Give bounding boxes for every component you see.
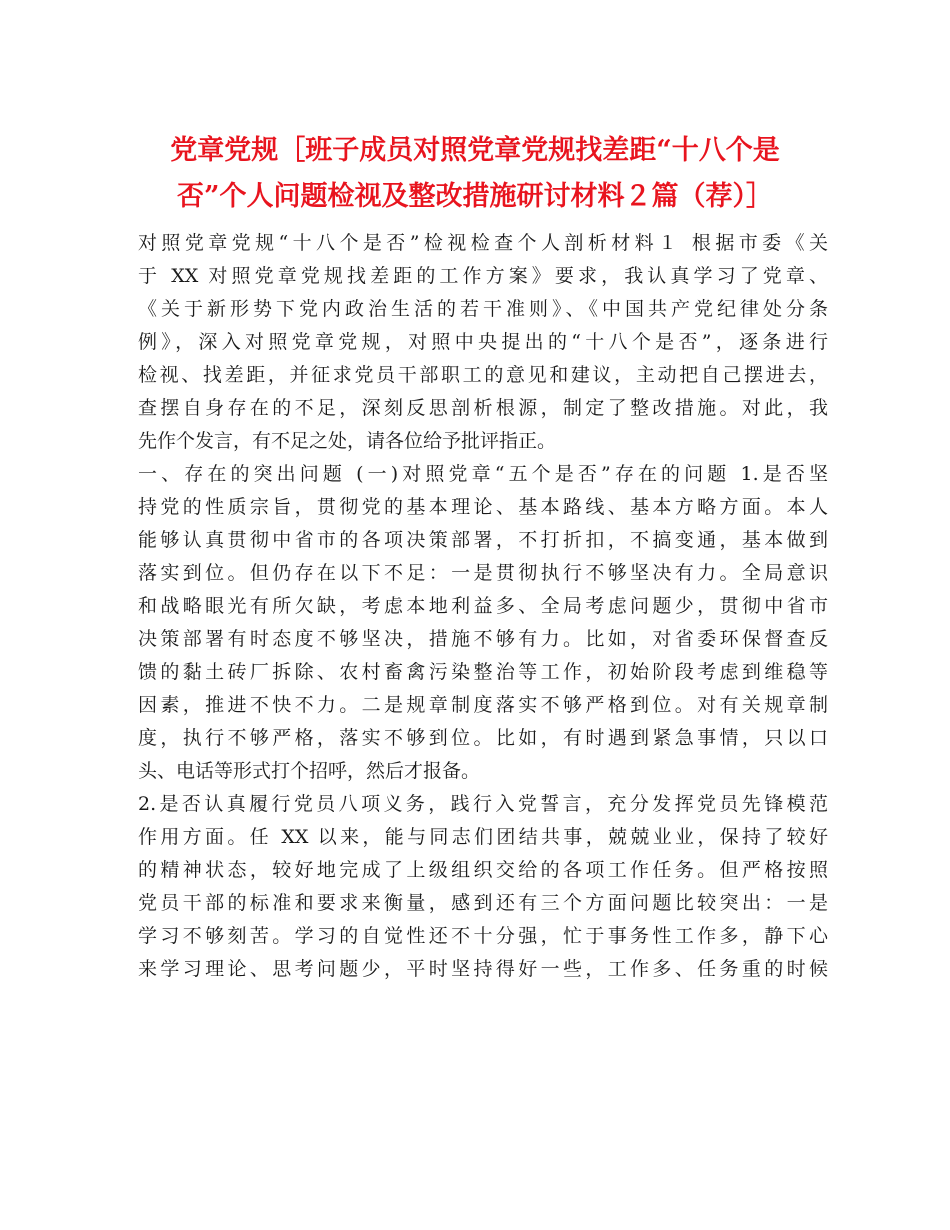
- body-line: 对照党章党规“十八个是否”检视检查个人剖析材料１ 根据市委《关: [138, 232, 828, 254]
- body-line: 和战略眼光有所欠缺，考虑本地利益多、全局考虑问题少，贯彻中省市: [138, 595, 828, 617]
- body-line: 能够认真贯彻中省市的各项决策部署，不打折扣，不搞变通，基本做到: [138, 529, 828, 551]
- body-line: 作用方面。任 XX 以来，能与同志们团结共事，兢兢业业，保持了较好: [138, 826, 828, 848]
- body-line: 学习不够刻苦。学习的自觉性还不十分强，忙于事务性工作多，静下心: [138, 925, 828, 947]
- body-line: 党员干部的标准和要求来衡量，感到还有三个方面问题比较突出：一是: [138, 892, 828, 914]
- body-line: 检视、找差距，并征求党员干部职工的意见和建议，主动把自己摆进去，: [138, 364, 828, 386]
- document-title: [100, 128, 850, 220]
- body-line: 落实到位。但仍存在以下不足：一是贯彻执行不够坚决有力。全局意识: [138, 562, 828, 584]
- body-line: 度，执行不够严格，落实不够到位。比如，有时遇到紧急事情，只以口: [138, 727, 828, 749]
- body-line: 的精神状态，较好地完成了上级组织交给的各项工作任务。但严格按照: [138, 859, 828, 881]
- body-line: 一、存在的突出问题 (一)对照党章“五个是否”存在的问题 1.是否坚: [138, 463, 828, 485]
- body-line: 先作个发言，有不足之处，请各位给予批评指正。: [138, 430, 557, 452]
- document-body: [138, 227, 828, 986]
- body-line: 持党的性质宗旨，贯彻党的基本理论、基本路线、基本方略方面。本人: [138, 496, 828, 518]
- body-line: 例》，深入对照党章党规，对照中央提出的“十八个是否”，逐条进行: [138, 331, 828, 353]
- body-line: 2.是否认真履行党员八项义务，践行入党誓言，充分发挥党员先锋模范: [138, 793, 828, 815]
- body-line: 查摆自身存在的不足，深刻反思剖析根源，制定了整改措施。对此，我: [138, 397, 828, 419]
- body-line: 来学习理论、思考问题少，平时坚持得好一些，工作多、任务重的时候: [138, 958, 828, 980]
- body-line: 馈的黏土砖厂拆除、农村畜禽污染整治等工作，初始阶段考虑到维稳等: [138, 661, 828, 683]
- body-line: 决策部署有时态度不够坚决，措施不够有力。比如，对省委环保督查反: [138, 628, 828, 650]
- body-line: 《关于新形势下党内政治生活的若干准则》、《中国共产党纪律处分条: [138, 298, 828, 320]
- body-line: 于 XX 对照党章党规找差距的工作方案》要求，我认真学习了党章、: [138, 265, 828, 287]
- body-line: 因素，推进不快不力。二是规章制度落实不够严格到位。对有关规章制: [138, 694, 828, 716]
- body-line: 头、电话等形式打个招呼，然后才报备。: [138, 760, 481, 782]
- title-line: 党章党规［班子成员对照党章党规找差距“十八个是: [170, 135, 780, 166]
- title-line: 否”个人问题检视及整改措施研讨材料２篇（荐）］: [176, 181, 774, 212]
